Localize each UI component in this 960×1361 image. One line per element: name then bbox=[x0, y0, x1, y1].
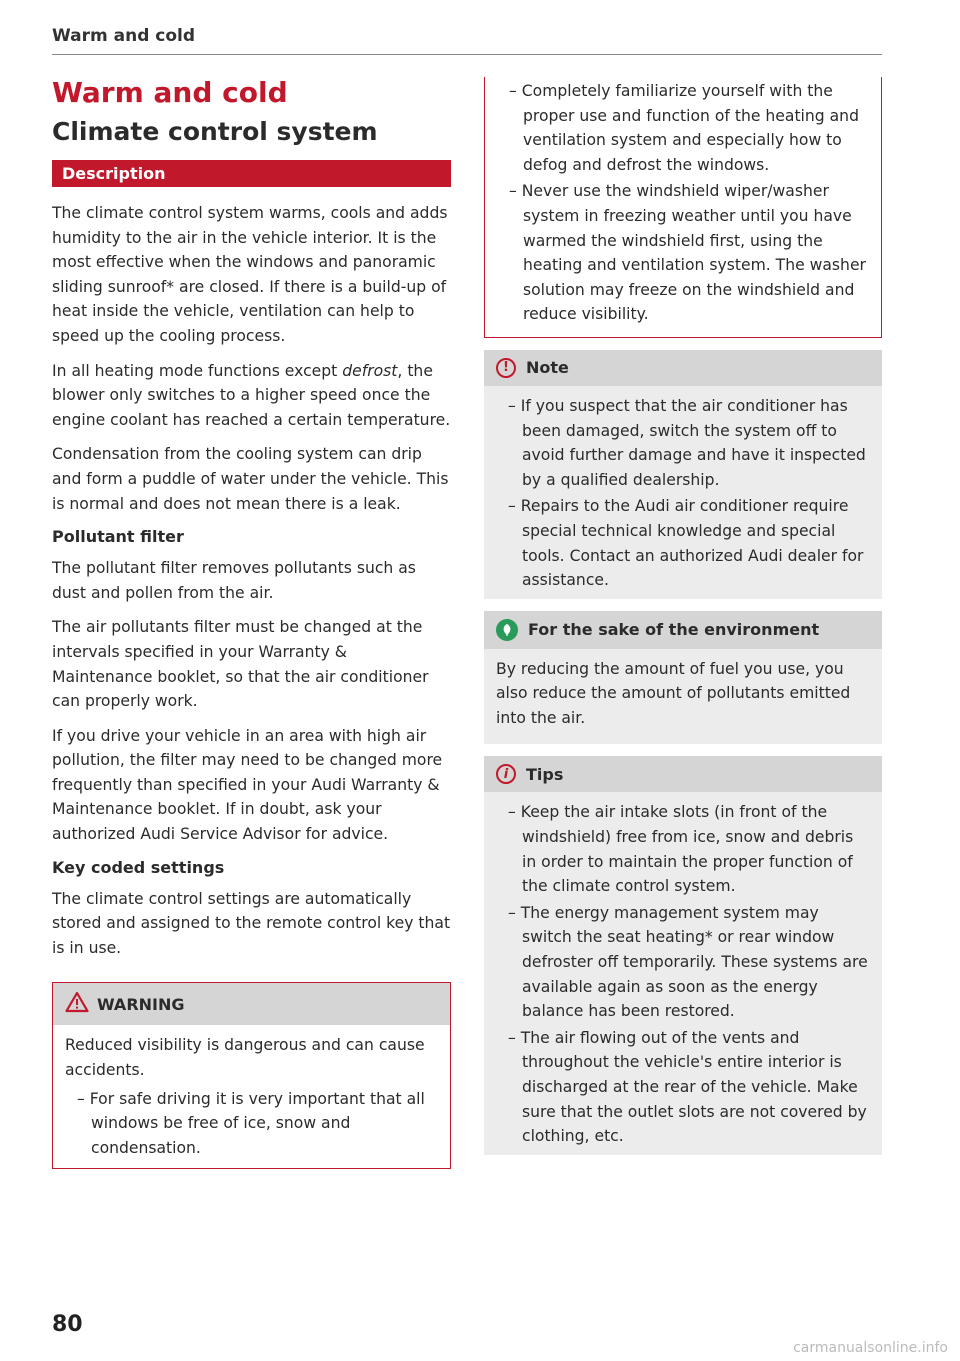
warning-header bbox=[53, 983, 450, 1025]
list-item: – If you suspect that the air conditioner has been damaged, switch the system off to avoid further damage and have it inspected by a qualified dealership. bbox=[496, 394, 870, 492]
info-circle-icon: i bbox=[496, 764, 516, 784]
warning-box bbox=[52, 982, 451, 1169]
list-item: – For safe driving it is very important that all windows be free of ice, snow and condensation. bbox=[65, 1087, 438, 1161]
leaf-icon bbox=[496, 619, 518, 641]
paragraph-pollutant-2: The air pollutants filter must be changed at the intervals specified in your Warranty & Maintenance booklet, so that the air conditioner can properly work. bbox=[52, 618, 429, 711]
watermark: carmanualsonline.info bbox=[793, 1340, 948, 1356]
left-column bbox=[52, 76, 451, 1169]
chapter-title: Warm and cold bbox=[52, 76, 288, 109]
note-body bbox=[484, 386, 882, 599]
pollutant-filter-heading: Pollutant filter bbox=[52, 527, 184, 547]
list-item: – Completely familiarize yourself with the proper use and function of the heating and ventilation system and especially how to defog and defrost the windows. bbox=[497, 79, 869, 177]
warning-label: WARNING bbox=[97, 994, 185, 1014]
description-bar: Description bbox=[52, 160, 451, 187]
paragraph-intro: The climate control system warms, cools and adds humidity to the air in the vehicle interior. It is the most effective when the windows and panoramic sliding sunroof* are closed. If there is a build-up of heat inside the vehicle, ventilation can help to speed up the cooling process. bbox=[52, 204, 448, 345]
paragraph-pollutant-1: The pollutant filter removes pollutants such as dust and pollen from the air. bbox=[52, 559, 416, 602]
p2-defrost: defrost bbox=[342, 361, 398, 380]
note-label: Note bbox=[526, 358, 569, 378]
warning-list bbox=[65, 1087, 438, 1161]
tips-box bbox=[484, 756, 882, 1154]
tips-header bbox=[484, 756, 882, 792]
page-number: 80 bbox=[52, 1312, 83, 1337]
list-item: – Repairs to the Audi air conditioner require special technical knowledge and special tools. Contact an authorized Audi dealer for assistance. bbox=[496, 494, 870, 592]
p2-before: In all heating mode functions except bbox=[52, 361, 343, 380]
environment-box bbox=[484, 611, 882, 745]
list-item: – Never use the windshield wiper/washer system in freezing weather until you have warmed the windshield first, using the heating and ventilation system. The washer solution may freeze on the windshield and reduce visibility. bbox=[497, 179, 869, 327]
list-item: – The air flowing out of the vents and throughout the vehicle's entire interior is discharged at the rear of the vehicle. Make sure that the outlet slots are not covered by clothing, etc. bbox=[496, 1026, 870, 1149]
warning-triangle-icon bbox=[65, 991, 89, 1017]
warning-body bbox=[53, 1025, 450, 1168]
note-header bbox=[484, 350, 882, 386]
p2-after: , the blower only switches to a higher speed once the engine coolant has reached a certain temperature. bbox=[52, 361, 451, 429]
right-column bbox=[484, 77, 882, 1155]
paragraph-heating-mode bbox=[52, 359, 451, 433]
section-title: Climate control system bbox=[52, 117, 378, 146]
running-header-title: Warm and cold bbox=[52, 26, 196, 46]
environment-text: By reducing the amount of fuel you use, you also reduce the amount of pollutants emitted into the air. bbox=[496, 659, 851, 727]
note-box bbox=[484, 350, 882, 599]
warning-intro: Reduced visibility is dangerous and can cause accidents. bbox=[65, 1036, 425, 1080]
note-list bbox=[496, 394, 870, 593]
environment-header bbox=[484, 611, 882, 649]
list-item: – The energy management system may switch the seat heating* or rear window defroster off temporarily. These systems are available again as soon as the energy balance has been restored. bbox=[496, 901, 870, 1024]
paragraph-key-coded: The climate control settings are automatically stored and assigned to the remote control key that is in use. bbox=[52, 889, 451, 957]
warning-continued-list bbox=[497, 79, 869, 327]
environment-label: For the sake of the environment bbox=[528, 620, 820, 640]
warning-continued-box bbox=[484, 77, 882, 338]
environment-body bbox=[484, 649, 882, 745]
exclamation-circle-icon: ! bbox=[496, 358, 516, 378]
paragraph-condensation: Condensation from the cooling system can drip and form a puddle of water under the vehicle. This is normal and does not mean there is a leak. bbox=[52, 445, 449, 513]
tips-body bbox=[484, 792, 882, 1154]
key-coded-heading: Key coded settings bbox=[52, 857, 225, 877]
tips-label: Tips bbox=[526, 764, 564, 784]
paragraph-pollutant-3: If you drive your vehicle in an area with high air pollution, the filter may need to be changed more frequently than specified in your Audi Warranty & Maintenance booklet. If in doubt, ask your authorized Audi Service Advisor for advice. bbox=[52, 726, 443, 844]
running-header bbox=[52, 26, 882, 55]
tips-list bbox=[496, 800, 870, 1148]
list-item: – Keep the air intake slots (in front of the windshield) free from ice, snow and debris in order to maintain the proper function of the climate control system. bbox=[496, 800, 870, 898]
